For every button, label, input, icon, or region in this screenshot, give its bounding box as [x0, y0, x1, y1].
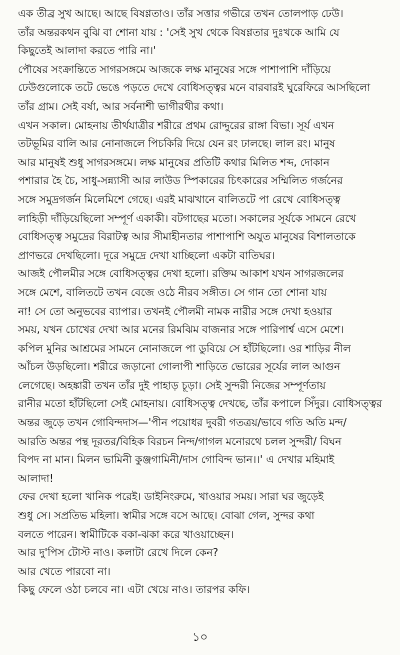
paragraph-happiness-sorrow: এক তীব্র সুখ আছে। আছে বিষণ্ণতাও। তাঁর সত্তার গভীরে তখন তোলপাড় ঢেউ। তাঁর অন্তরকথন বুঝি বা শোনা যায় : 'সেই সুখ থেকে বিষণ্ণতার দুঃখকে আমি যে কিছুতেই আলাদা করতে পারি না।' [18, 8, 344, 58]
paragraph-morning-scene: এখন সকাল। মোহনায় তীর্থযাত্রীর শরীরে প্রথম রোদ্দুরের রাঙ্গা বিভা। সূর্য এখন তটভূমির বালি আর নোনাজলে পিচকিরি দিয়ে যেন রং ঢালছে। লাল রং। মানুষ আর মানুষই শুধু সাগরসঙ্গমে। লক্ষ মানুষের প্রতিটি কথার মিলিত শব্দ, দোকান পশারার হৈ চৈ, সাধু-সন্ন্যাসী আর লাউড স্পিকারের চিৎকারের সম্মিলিত গর্জনের সঙ্গে সমুদ্রগর্জন মিলেমিশে গেছে। এরই মাঝখানে বালিতটে পা রেখে বোধিসত্ত্ব লাহিড়ী দাঁড়িয়েছিলো সম্পূর্ণ একাকী। বটগাছের মতো। সকালের সূর্যকে সামনে রেখে বোধিসত্ত্ব সমুদ্রের বিরাটত্ব আর সীমাহীনতার পাশাপাশি অযুত মানুষের বিশালতাকে প্রাণভরে দেখছিলো। দূরে সমুদ্রে দেখা যাচ্ছিলো একটা বাতিঘর। [18, 119, 356, 262]
page-number: ১০ [192, 630, 208, 644]
paragraph-dialogue: আর দু'পিস টোস্ট নাও। কলাটা রেখে দিলে কেন? আর খেতে পারবো না। কিছু ফেলে ওঠা চলবে না। এটা খেয়ে নাও। তারপর কফি। [18, 547, 250, 597]
paragraph-dining-room: ফের দেখা হলো খানিক পরেই। ডাইনিংরুমে, খাওয়ার সময়। সারা ঘর জুড়েই শুধু সে। সপ্রতিভ মহিলা। স্বামীর সঙ্গে বসে আছে। বোঝা গেল, সুন্দর কথা বলতে পারেন। স্বামীটিকে বকা-ঝকা করে খাওয়াচ্ছেন। [18, 491, 324, 541]
paragraph-sagar-sangam: পৌষের সংক্রান্তিতে সাগরসঙ্গমে আজকে লক্ষ মানুষের সঙ্গে পাশাপাশি দাঁড়িয়ে ঢেউগুলোকে তটে ভেঙে পড়তে দেখে বোধিসত্ত্বর মনে বারবারই ঘুরেফিরে আসছিলো তাঁর গ্রাম। সেই বর্ষা, আর সর্বনাশী ভাগীরথীর কথা। [18, 63, 371, 113]
paragraph-meeting-poulami: আজই পৌলমীর সঙ্গে বোধিসত্ত্বর দেখা হলো। রক্তিম আকাশ যখন সাগরজলের সঙ্গে মেশে, বালিতটে তখন বেজে ওঠে নীরব সঙ্গীত। সে গান তো শোনা যায় না! সে তো অনুভবের ব্যাপার। তখনই পৌলমী নামক নারীর সঙ্গে দেখা হওয়ার সময়, যখন চোখের দেখা আর মনের রিমঝিম বাজনার সঙ্গে পারিপার্শ্ব এসে মেশে। কপিল মুনির আশ্রমের সামনে নোনাজলে পা ডুবিয়ে সে হাঁটছিলো। ওর শাড়ির নীল আঁচল উড়ছিলো। শরীরে জড়ানো গোলাপী শাড়িতে ভোরের সূর্যের লাল আগুন লেগেছে। অহঙ্কারী তখন তাঁর দুই পাহাড় চূড়া। সেই সুন্দরী নিজের সম্পূর্ণতায় রানীর মতো হাঁটছিলো সেই মোহনায়। বোধিসত্ত্ব দেখছে, তাঁর কপালে সিঁদুর। বোধিসত্ত্বর অন্তর জুড়ে তখন গোবিন্দদাস—'পীন পয়োধর দুবরী গতত্রয়/ভাবে গতি অতি মন্দ/ আরতি অন্তর পন্থ দূরতর/বিহিক বিরচন নিন্দ/গাগল মনোরথে চলল সুন্দরী/ বিঘন বিপদ না মান। মিলন ভামিনী কুঞ্জগামিনী/দাস গোবিন্দ ভান।।' এ দেখার মহিমাই আলাদা! [18, 268, 382, 485]
